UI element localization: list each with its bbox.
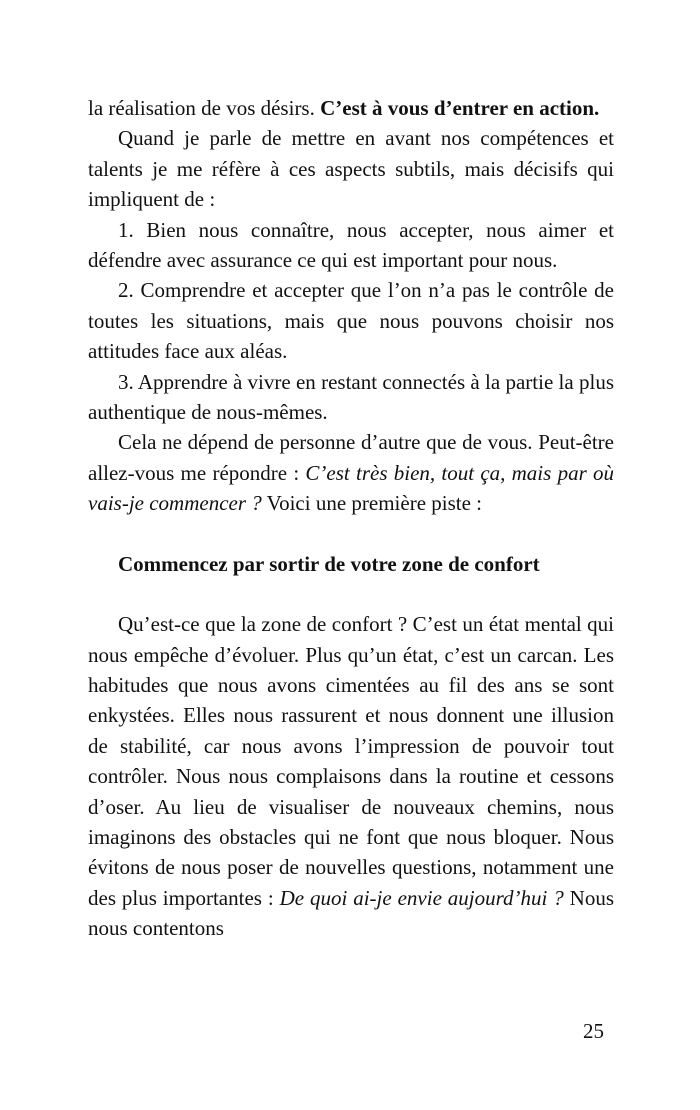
bold-emphasis: C’est à vous d’entrer en action. [320,96,600,120]
page-number: 25 [583,1019,604,1043]
page-body [88,93,614,944]
paragraph-text: Voici une première piste : [261,491,483,516]
list-item-1 [88,215,614,276]
list-item-2 [88,275,614,366]
list-item-text: 1. Bien nous connaître, nous accepter, nous aimer et défendre avec assurance ce qui est important pour nous. [88,217,614,273]
italic-quote: C’est très bien, tout ça, mais par où vais-je commencer ? [88,460,614,516]
paragraph-6 [88,427,614,518]
paragraph-1 [88,93,614,123]
list-item-text: 2. Comprendre et accepter que l’on n’a pas le contrôle de toutes les situations, mais que nous pouvons choisir nos attitudes face aux aléas. [88,278,614,364]
section-heading: Commencez par sortir de votre zone de confort [118,551,540,576]
list-item-text: 3. Apprendre à vivre en restant connectés à la partie la plus authentique de nous-mêmes. [88,369,614,425]
paragraph-text: Cela ne dépend de personne d’autre que de vous. Peut-être allez-vous me répondre : [88,430,614,485]
paragraph-7 [88,609,614,943]
paragraph-2 [88,123,614,214]
paragraph-text: Quand je parle de mettre en avant nos compétences et talents je me réfère à ces aspects subtils, mais décisifs qui impliquent de : [88,126,614,212]
italic-quote: De quoi ai-je envie aujourd’hui ? [279,885,564,910]
paragraph-text: Qu’est-ce que la zone de confort ? C’est un état mental qui nous empêche d’évoluer. Plus qu’un état, c’est un carcan. Les habitudes que nous avons cimentées au fil des ans se sont enkystées. Elles nous rassurent et nous donnent une illusion de stabilité, car nous avons l’impression de pouvoir tout contrôler. Nous nous complaisons dans la routine et cessons d’oser. Au lieu de visualiser de nouveaux chemins, nous imaginons des obstacles qui ne font que nous bloquer. Nous évitons de nous poser de nouvelles questions, notamment une des plus importantes : [88,612,614,910]
paragraph-text: la réalisation de vos désirs. [88,96,321,120]
list-item-3 [88,367,614,428]
paragraph-text: Nous nous contentons [88,885,615,941]
